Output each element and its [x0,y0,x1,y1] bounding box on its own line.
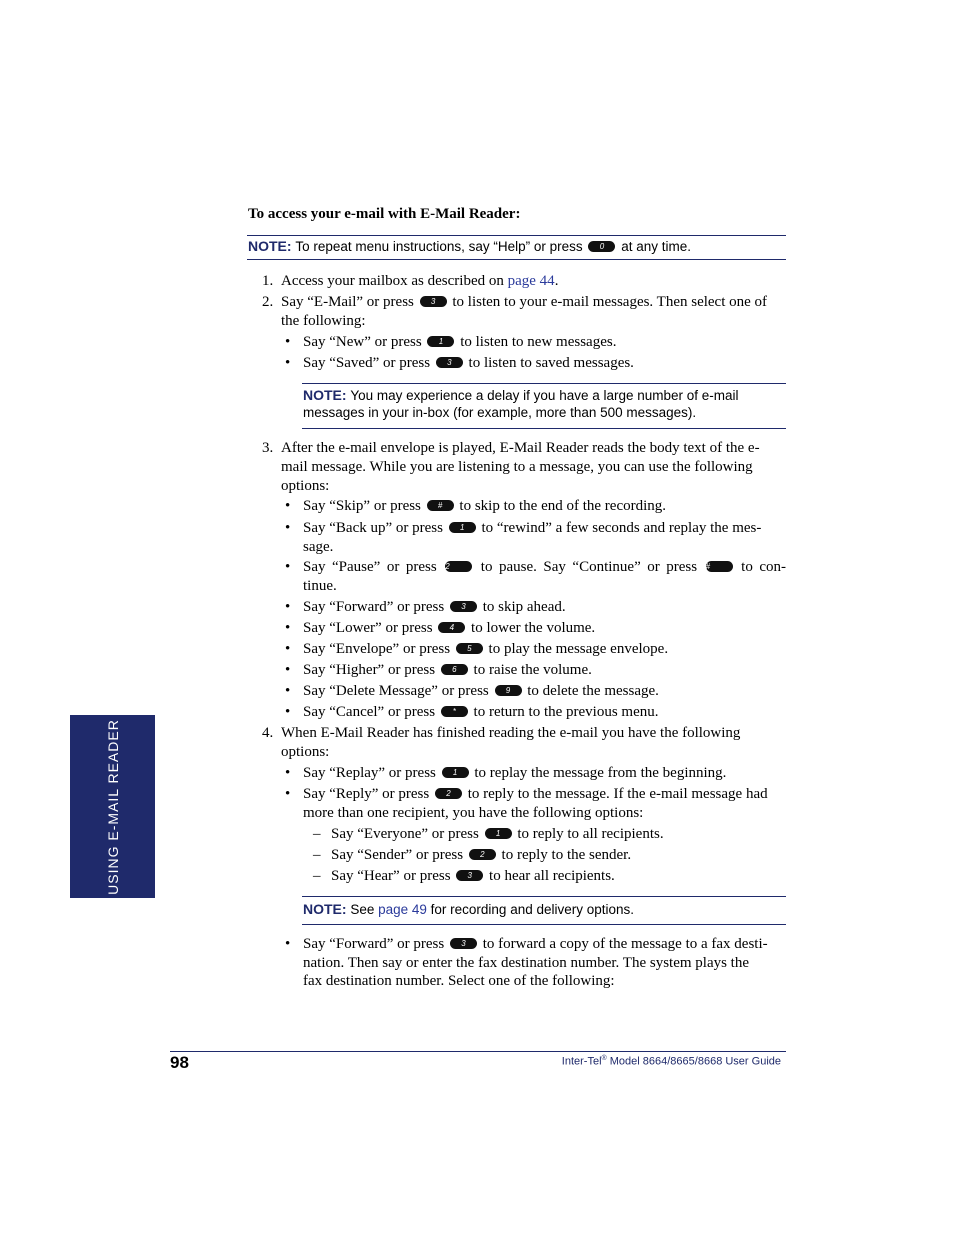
page-number: 98 [170,1053,189,1072]
bullet: • [285,936,291,952]
list-item-cont: tinue. [303,578,337,594]
dash: – [313,847,321,863]
key-3-icon: 3 [420,296,447,307]
step-number: 3. [262,440,274,456]
list-item: Say “Lower” or press 4 to lower the volume. [303,620,596,636]
note-text-post: at any time. [621,239,691,254]
list-item-cont: fax destination number. Select one of the following: [303,973,615,989]
footer-guide-name: Model 8664/8665/8668 User Guide [609,1055,781,1068]
list-item: Say “Skip” or press # to skip to the end of the recording. [303,498,667,514]
note-delay [303,386,786,405]
step-1-pre: Access your mailbox as described on [281,273,504,289]
key-9-icon: 9 [495,685,522,696]
note-text-pre: See [350,902,375,917]
list-item: Say “Forward” or press 3 to skip ahead. [303,599,566,615]
footer-rule [170,1051,786,1052]
list-item-cont: more than one recipient, you have the following options: [303,805,644,821]
side-tab-label: USING E-MAIL READER [104,718,121,895]
list-item: Say “New” or press 1 to listen to new messages. [303,334,617,350]
note-top-rule [302,896,786,897]
bullet: • [285,559,291,575]
step-1-text [281,272,786,291]
list-item: Say “Higher” or press 6 to raise the volume. [303,662,592,678]
step-number: 1. [262,273,274,289]
list-item: Say “Pause” or press 2 to pause. Say “Continue” or press # to con- [303,559,787,575]
registered-mark: ® [601,1055,607,1062]
dash: – [313,868,321,884]
key-3-icon: 3 [436,357,463,368]
key-1-icon: 1 [442,767,469,778]
page-49-link[interactable]: page 49 [378,902,427,917]
sub-list-item: Say “Sender” or press 2 to reply to the sender. [331,847,632,863]
key-2-icon: 2 [435,788,462,799]
section-side-tab [70,715,155,898]
note-bottom-rule [302,924,786,925]
list-item: Say “Envelope” or press 5 to play the message envelope. [303,641,669,657]
key-1-icon: 1 [449,522,476,533]
list-item: Say “Reply” or press 2 to reply to the message. If the e-mail message had [303,786,768,802]
dash: – [313,826,321,842]
key-3-icon: 3 [450,938,477,949]
note-bottom-rule [247,259,786,260]
list-item-cont: sage. [303,539,334,555]
note-label: NOTE: [303,387,347,403]
step-2-pre: Say “E-Mail” or press [281,294,414,310]
list-item: Say “Cancel” or press * to return to the previous menu. [303,704,659,720]
note-text-line2: messages in your in-box (for example, more than 500 messages). [303,405,697,420]
key-4-icon: 4 [438,622,465,633]
footer-title [562,1055,781,1068]
list-item: Say “Saved” or press 3 to listen to saved messages. [303,355,634,371]
bullet: • [285,498,291,514]
bullet: • [285,520,291,536]
bullet: • [285,620,291,636]
key-6-icon: 6 [441,664,468,675]
bullet: • [285,683,291,699]
key-hash-icon: # [706,561,733,572]
key-2-icon: 2 [469,849,496,860]
step-4-line1: When E-Mail Reader has finished reading the e-mail you have the following [281,725,741,741]
key-3-icon: 3 [456,870,483,881]
bullet: • [285,355,291,371]
note-top-rule [247,235,786,236]
list-item: Say “Forward” or press 3 to forward a copy of the message to a fax desti- [303,936,768,952]
bullet: • [285,662,291,678]
step-number: 2. [262,294,274,310]
list-item: Say “Back up” or press 1 to “rewind” a few seconds and replay the mes- [303,520,762,536]
step-2-post: to listen to your e-mail messages. Then select one of [452,294,768,310]
note-text-post: for recording and delivery options. [430,902,635,917]
page-44-link[interactable]: page 44 [507,273,555,289]
section-heading: To access your e-mail with E-Mail Reader: [248,206,521,222]
key-5-icon: 5 [456,643,483,654]
bullet: • [285,599,291,615]
key-star-icon: * [441,706,468,717]
step-3-line3: options: [281,478,330,494]
bullet: • [285,334,291,350]
note-bottom-rule [302,428,786,429]
step-number: 4. [262,725,274,741]
bullet: • [285,641,291,657]
step-3-line2: mail message. While you are listening to a message, you can use the following [281,459,753,475]
step-2-line2: the following: [281,313,366,329]
key-1-icon: 1 [485,828,512,839]
step-2-line1 [281,293,786,312]
note-see-page [303,900,634,919]
list-item: Say “Replay” or press 1 to replay the message from the beginning. [303,765,727,781]
key-0-icon: 0 [588,241,615,252]
bullet: • [285,704,291,720]
key-2-icon: 2 [445,561,472,572]
step-1-post: . [554,273,559,289]
footer-brand: Inter-Tel [561,1055,602,1068]
note-help [248,237,691,256]
note-label: NOTE: [248,238,292,254]
sub-list-item: Say “Hear” or press 3 to hear all recipients. [331,868,615,884]
note-text-pre: To repeat menu instructions, say “Help” or press [295,239,583,254]
bullet: • [285,786,291,802]
note-top-rule [302,383,786,384]
step-4-line2: options: [281,744,330,760]
key-3-icon: 3 [450,601,477,612]
bullet: • [285,765,291,781]
note-text: You may experience a delay if you have a large number of e-mail [350,388,739,403]
note-label: NOTE: [303,901,347,917]
key-hash-icon: # [427,500,454,511]
step-3-line1: After the e-mail envelope is played, E-Mail Reader reads the body text of the e- [281,440,760,456]
sub-list-item: Say “Everyone” or press 1 to reply to all recipients. [331,826,664,842]
list-item-cont: nation. Then say or enter the fax destination number. The system plays the [303,955,750,971]
key-1-icon: 1 [427,336,454,347]
list-item: Say “Delete Message” or press 9 to delete the message. [303,683,659,699]
